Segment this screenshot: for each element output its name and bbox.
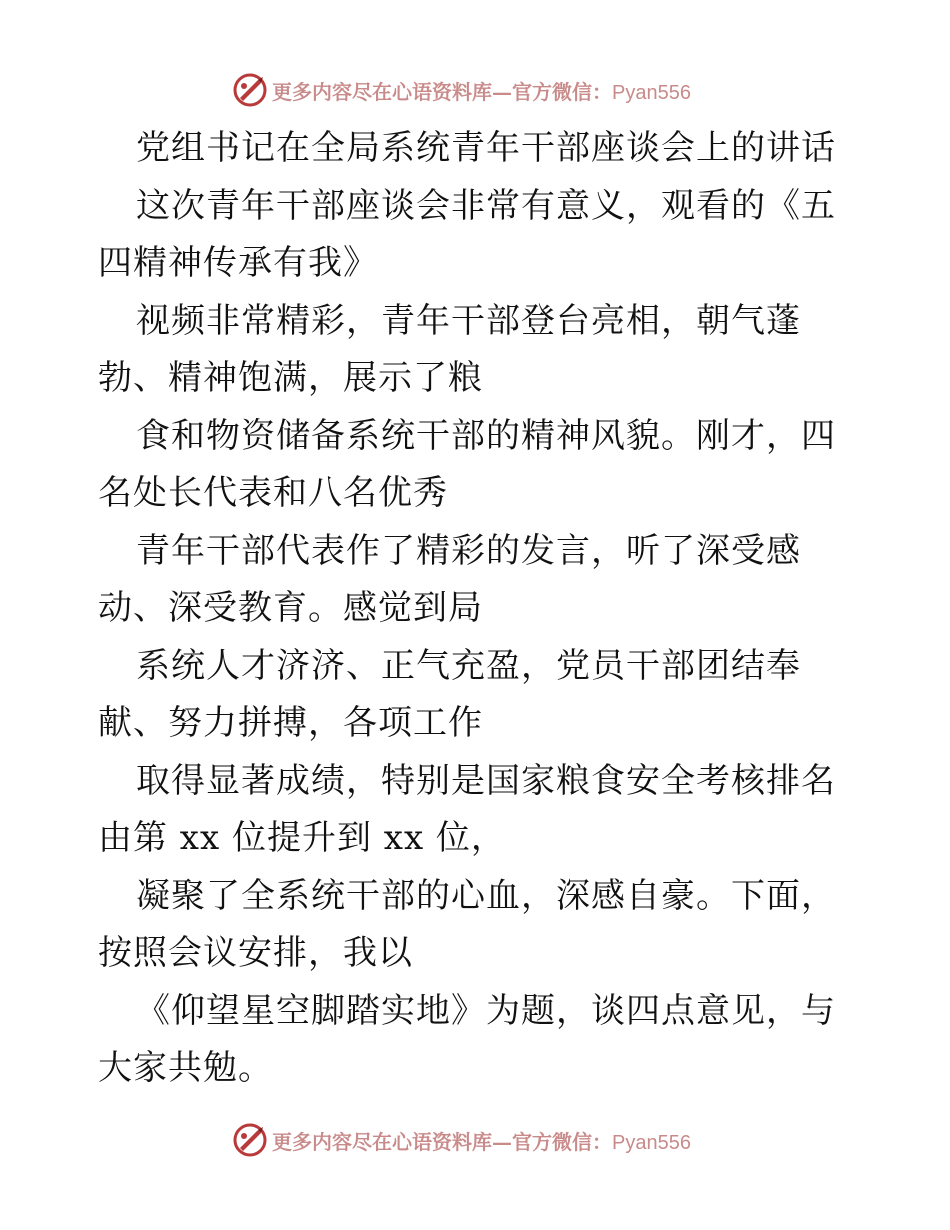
paragraph-4: 青年干部代表作了精彩的发言，听了深受感动、深受教育。感觉到局 [98, 530, 801, 628]
paragraph-8: 《仰望星空脚踏实地》为题，谈四点意见，与大家共勉。 [98, 990, 836, 1088]
brand-logo-icon [232, 1122, 268, 1158]
paragraph-2: 视频非常精彩，青年干部登台亮相，朝气蓬勃、精神饱满，展示了粮 [98, 300, 801, 398]
wechat-id: Pyan556 [612, 1131, 691, 1154]
banner-text: 更多内容尽在心语资料库—官方微信： [272, 79, 612, 104]
paragraph-1: 这次青年干部座谈会非常有意义，观看的《五四精神传承有我》 [98, 185, 836, 283]
header-banner [232, 70, 691, 110]
wechat-id: Pyan556 [612, 81, 691, 104]
banner-text: 更多内容尽在心语资料库—官方微信： [272, 1129, 612, 1154]
brand-logo-icon [232, 72, 268, 108]
paragraph-5: 系统人才济济、正气充盈，党员干部团结奉献、努力拼搏，各项工作 [98, 645, 801, 743]
paragraph-7: 凝聚了全系统干部的心血，深感自豪。下面，按照会议安排，我以 [98, 875, 836, 973]
footer-banner [232, 1120, 691, 1160]
document-body [98, 120, 858, 1098]
paragraph-3: 食和物资储备系统干部的精神风貌。刚才，四名处长代表和八名优秀 [98, 415, 836, 513]
document-title: 党组书记在全局系统青年干部座谈会上的讲话 [136, 128, 836, 168]
paragraph-6: 取得显著成绩，特别是国家粮食安全考核排名由第 xx 位提升到 xx 位， [98, 760, 836, 858]
